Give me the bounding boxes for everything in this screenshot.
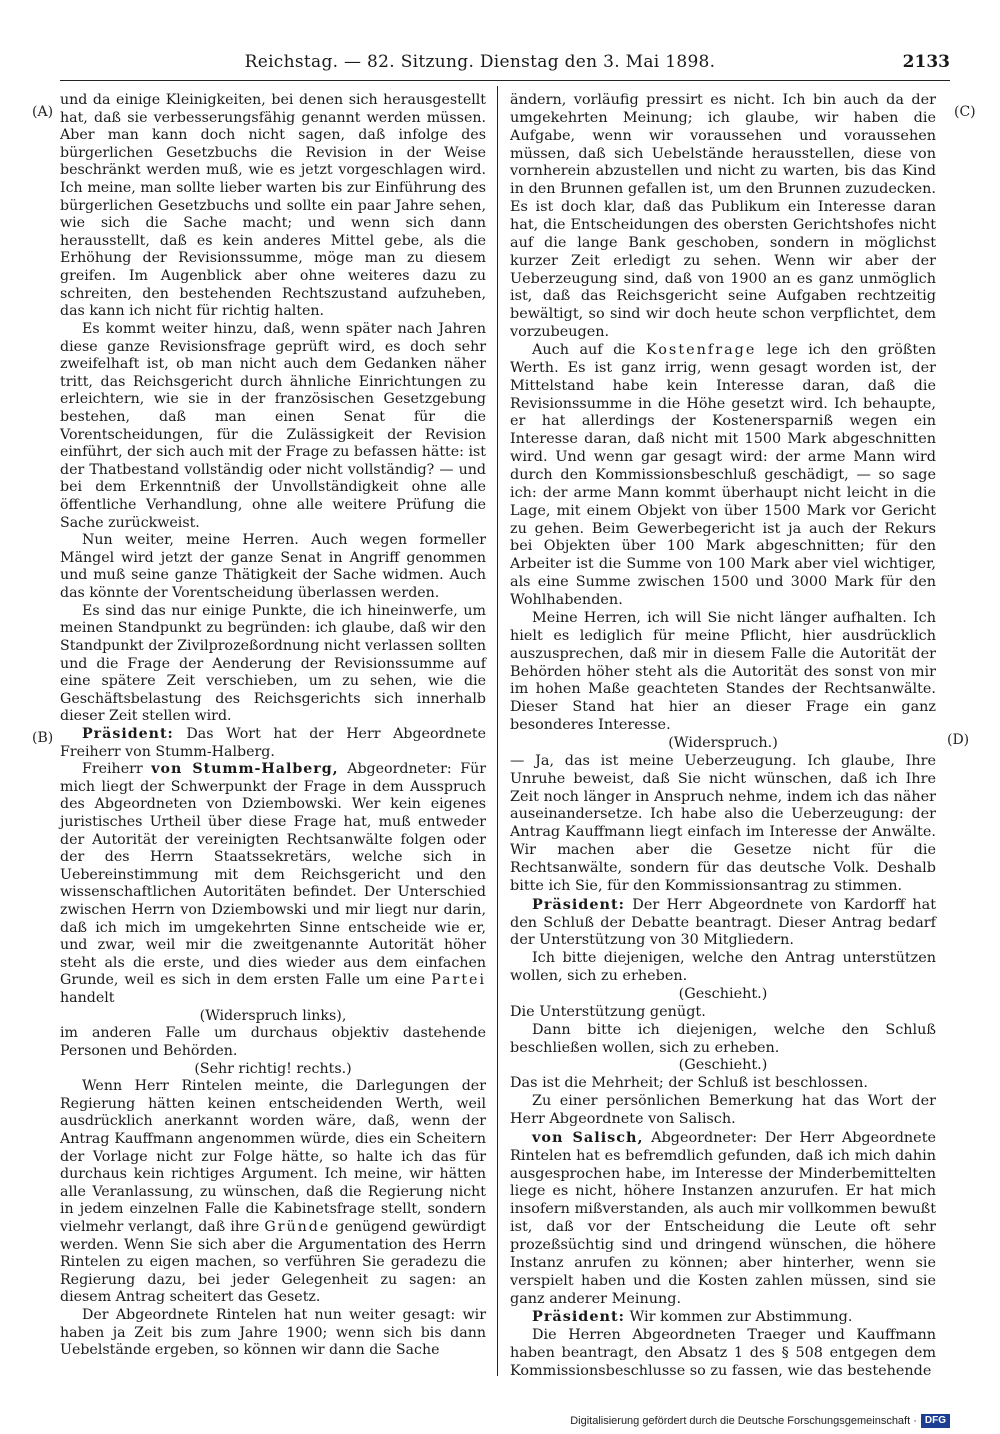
paragraph: Dann bitte ich diejenigen, welche den Schluß beschließen wollen, sich zu erheben.	[510, 1021, 936, 1056]
page-header	[60, 52, 950, 76]
speech-text: Abgeordneter: Für mich liegt der Schwerpunkt der Frage in dem Ausspruch des Abgeordneten von Dziembowski. Wer kein eigenes juristisches Urtheil über diese Frage hat, muß entweder der Autorität der vereinigten Rechtsanwälte folgen oder der des Herrn Staatssekretärs, welche sich in Uebereinstimmung mit dem Reichsgericht und den wissenschaftlichen Autoritäten befindet. Der Unterschied zwischen Herrn von Dziembowski und mir liegt nur darin, daß ich mich im umgekehrten Sinne entscheide wie er, und zwar, weil mir die zweitgenannte Autorität höher steht als die erste, und dies wieder aus dem einfachen Grunde, weil es sich in dem ersten Falle um eine	[60, 761, 486, 989]
interjection: (Widerspruch links),	[199, 1007, 347, 1024]
interjection: (Widerspruch.)	[668, 734, 778, 751]
speaker-name: Präsident:	[532, 895, 625, 913]
speech-text: Abgeordneter: Der Herr Abgeordnete Rintelen hat es befremdlich gefunden, daß ich mich dahin ausgesprochen habe, im Interesse der Minderbemittelten liege es nicht, höhere Instanzen anzurufen. Er hat mich insofern mißverstanden, als auch mir vollkommen bewußt ist, daß vor der Entscheidung die Leute oft sehr prozeßsüchtig sind und dringend wünschen, die höhere Instanz anrufen zu können; aber hinterher, wenn sie verspielt haben und die Kosten zahlen müssen, sind sie ganz anderer Meinung.	[510, 1129, 936, 1307]
speech-text: lege ich den größten Werth. Es ist ganz irrig, wenn gesagt worden ist, der Mittelstand habe kein Interesse daran, daß die Revisionssumme in die Höhe gesetzt wird. Ich behaupte, er hat allerdings der Kostenersparniß wegen ein Interesse daran, daß nicht mit 1500 Mark abgeschnitten wird. Und wenn gar gesagt wird: der arme Mann wird durch den Kommissionsbeschluß geschädigt, — so sage ich: der arme Mann kommt überhaupt nicht leicht in die Lage, mit einem Objekt von über 1500 Mark vor Gericht zu gehen. Beim Gewerbegericht ist ja auch der Rekurs bei Objekten über 100 Mark abgeschnitten; für den Arbeiter ist die Summe von 100 Mark aber viel wichtiger, als eine Summe zwischen 1500 und 3000 Mark für den Wohlhabenden.	[510, 342, 936, 609]
speech-text: Der Herr Abgeordnete von Kardorff hat den Schluß der Debatte beantragt. Dieser Antrag bedarf der Unterstützung von 30 Mitgliedern.	[510, 896, 936, 949]
running-head: Reichstag. — 82. Sitzung. Dienstag den 3. Mai 1898.	[244, 52, 716, 72]
speech-salisch	[510, 1129, 936, 1309]
speech-text: Wir kommen zur Abstimmung.	[624, 1309, 853, 1326]
left-column	[60, 92, 486, 1360]
emphasis-text: Partei	[431, 972, 486, 989]
speaker-name: von Stumm-Halberg,	[151, 761, 339, 778]
paragraph: Das ist die Mehrheit; der Schluß ist beschlossen.	[510, 1075, 868, 1092]
right-column	[510, 92, 936, 1381]
speech-text: handelt	[60, 990, 115, 1007]
header-rule	[60, 80, 950, 81]
margin-mark-c: (C)	[954, 104, 976, 120]
emphasis-text: Gründe	[264, 1219, 331, 1235]
interjection: (Geschieht.)	[678, 1057, 768, 1074]
interjection: (Geschieht.)	[678, 985, 768, 1002]
paragraph: im anderen Falle um durchaus objektiv dastehende Personen und Behörden.	[60, 1025, 486, 1059]
speech-president	[60, 726, 486, 761]
emphasis-text: Kostenfrage	[645, 342, 757, 359]
paragraph: und da einige Kleinigkeiten, bei denen sich herausgestellt hat, daß sie verbesserungsfähig genannt werden müssen. Aber man kann doch nicht sagen, daß infolge des bürgerlichen Gesetzbuchs die Revision in der Weise beschränkt werden muß, wie es jetzt vorgeschlagen wird. Ich meine, man sollte lieber warten bis zur Einführung des bürgerlichen Gesetzbuchs und sollte ein paar Jahre sehen, wie sich die Sache macht; und wenn sich dann herausstellt, daß es kein anderes Mittel gebe, als die Erhöhung der Revisionssumme, möge man zu diesem greifen. Im Augenblick aber ohne weiteres dazu zu schreiten, den bestehenden Rechtszustand aufzuheben, das kann ich nicht für richtig halten.	[60, 92, 486, 320]
footer-note: Digitalisierung gefördert durch die Deutsche Forschungsgemeinschaft ·	[570, 1415, 917, 1427]
paragraph: Der Abgeordnete Rintelen hat nun weiter gesagt: wir haben ja Zeit bis zum Jahre 1900; wenn sich bis dann Uebelstände ergeben, so können wir dann die Sache	[60, 1307, 486, 1359]
paragraph: Die Unterstützung genügt.	[510, 1003, 706, 1020]
speaker-name: Präsident:	[532, 1308, 625, 1326]
speech-stumm	[60, 761, 486, 1008]
paragraph: Es sind das nur einige Punkte, die ich hineinwerfe, um meinen Standpunkt zu begründen: ich glaube, daß wir den Standpunkt der Zivilprozeßordnung nicht verlassen sollten und die Frage der Aenderung der Revisionssumme auf eine spätere Zeit verschieben, um zu sehen, wie die Geschäftsbelastung des Reichsgerichts sich innerhalb dieser Zeit stellen wird.	[60, 602, 486, 725]
speech-text: Das Wort hat der Herr Abgeordnete Freiherr von Stumm-Halberg.	[60, 725, 486, 760]
paragraph: Die Herren Abgeordneten Traeger und Kauffmann haben beantragt, den Absatz 1 des § 508 entgegen dem Kommissionsbeschlusse so zu fassen, wie das bestehende	[510, 1327, 936, 1380]
paragraph: Es kommt weiter hinzu, daß, wenn später nach Jahren diese ganze Revisionsfrage geprüft wird, es doch sehr zweifelhaft ist, ob man nicht auch dem Gedanken näher tritt, das Reichsgericht durch ähnliche Einrichtungen zu erleichtern, wie sie in der französischen Gesetzgebung bestehen, daß man einen Senat für die Vorentscheidungen, für die Zulässigkeit der Revision einführt, der sich auch mit der Frage zu befassen hätte: ist der Thatbestand vollständig oder nicht vollständig? — und bei dem Erkenntniß der Unvollständigkeit ohne alle öffentliche Verhandlung, ohne alle weitere Prüfung die Sache zurückweist.	[60, 320, 486, 531]
paragraph: Zu einer persönlichen Bemerkung hat das Wort der Herr Abgeordnete von Salisch.	[510, 1093, 936, 1127]
paragraph: Nun weiter, meine Herren. Auch wegen formeller Mängel wird jetzt der ganze Senat in Angriff genommen und muß seine ganze Thätigkeit der Sache widmen. Auch das könnte der Vorentscheidung überlassen werden.	[60, 532, 486, 602]
speech-president	[510, 1308, 936, 1327]
paragraph: Meine Herren, ich will Sie nicht länger aufhalten. Ich hielt es lediglich für meine Pflicht, hier ausdrücklich auszusprechen, daß mir in diesem Falle die Autorität der Behörden höher steht als die Autorität des sonst von mir im hohen Maße geachteten Standes der Rechtsanwälte. Dieser Stand hat hier an dieser Frage ein ganz besonderes Interesse.	[510, 609, 936, 734]
speech-text: Wenn Herr Rintelen meinte, die Darlegungen der Regierung hätten keinen entscheidenden Werth, weil ausdrücklich anerkannt worden wäre, daß, wenn der Antrag Kauffmann angenommen würde, dies ein Scheitern der Vorlage nicht zur Folge hätte, so halte ich das für durchaus kein richtiges Argument. Ich meine, wir hätten alle Veranlassung, zu wünschen, daß die Regierung nicht in jedem einzelnen Falle die Kabinetsfrage stellt, sondern vielmehr verlangt, daß ihre	[60, 1078, 486, 1235]
speaker-name: von Salisch,	[532, 1128, 644, 1146]
dfg-logo: DFG	[921, 1414, 950, 1428]
interjection: (Sehr richtig! rechts.)	[194, 1060, 352, 1077]
paragraph: Ich bitte diejenigen, welche den Antrag unterstützen wollen, sich zu erheben.	[510, 950, 936, 985]
paragraph: — Ja, das ist meine Ueberzeugung. Ich glaube, Ihre Unruhe beweist, daß Sie nicht wünschen, daß ich Ihre Zeit noch länger in Anspruch nehme, indem ich das näher auseinandersetze. Ich habe also die Ueberzeugung: der Antrag Kauffmann liegt einfach im Interesse der Anwälte. Wir machen aber die Gesetze nicht für die Rechtsanwälte, sondern für das deutsche Volk. Deshalb bitte ich Sie, für den Kommissionsantrag zu stimmen.	[510, 752, 936, 894]
paragraph	[510, 342, 936, 610]
column-rule	[497, 86, 498, 1376]
speaker-name: Präsident:	[82, 725, 174, 742]
speech-text: genügend gewürdigt werden. Wenn Sie sich aber die Argumentation des Herrn Rintelen zu eigen machen, so verführen Sie geradezu die Regierung dazu, bei jeder Gelegenheit zu sagen: an diesem Antrag scheitert das Gesetz.	[60, 1219, 486, 1306]
footer-credit	[570, 1414, 950, 1428]
margin-mark-d: (D)	[947, 732, 970, 748]
speech-prefix: Freiherr	[82, 761, 152, 778]
speech-president	[510, 896, 936, 951]
margin-mark-a: (A)	[32, 104, 54, 120]
margin-mark-b: (B)	[32, 730, 54, 746]
paragraph	[60, 1078, 486, 1307]
paragraph: ändern, vorläufig pressirt es nicht. Ich bin auch da der umgekehrten Meinung; ich glaube, wir haben die Aufgabe, wenn wir voraussehen und voraussehen müssen, daß sich Uebelstände herausstellen, diese von vornherein abzustellen und nicht zu warten, bis das Kind in den Brunnen gefallen ist, um den Brunnen zuzudecken. Es ist doch klar, daß das Publikum ein Interesse daran hat, die Entscheidungen des obersten Gerichtshofes nicht auf die lange Bank geschoben, sondern in möglichst kurzer Zeit erledigt zu sehen. Wenn wir aber der Ueberzeugung sind, daß von 1900 an es ganz unmöglich ist, daß das Reichsgericht seine Aufgaben rechtzeitig bewältigt, so sind wir doch heute schon verpflichtet, dem vorzubeugen.	[510, 92, 936, 341]
speech-text: Auch auf die	[532, 342, 646, 359]
page-number: 2133	[902, 52, 950, 72]
